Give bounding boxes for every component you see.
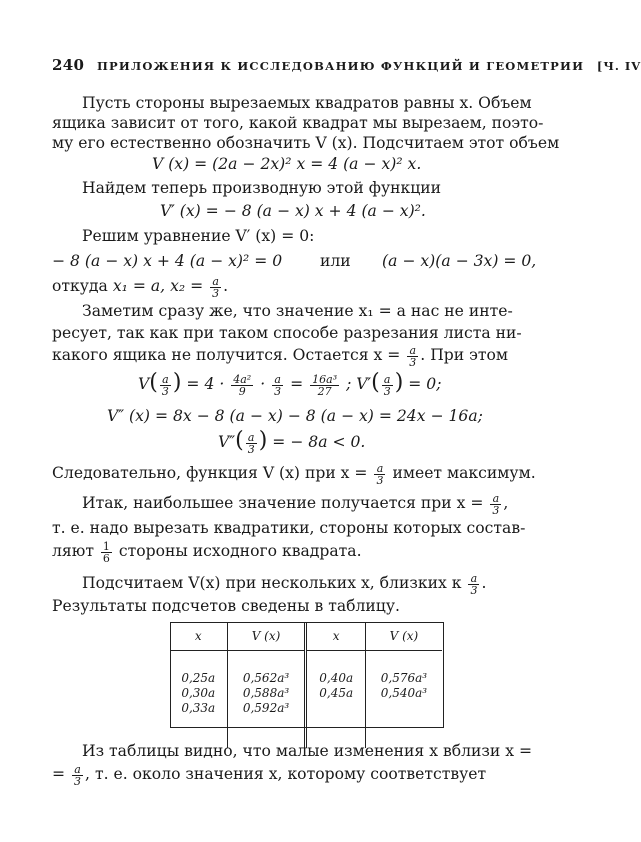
p1-line1: Пусть стороны вырезаемых квадратов равны x. Объем	[82, 94, 532, 112]
col-vx1: 0,562a³ 0,588a³ 0,592a³	[227, 651, 306, 749]
p7-line2: Результаты подсчетов сведены в таблицу.	[52, 597, 400, 615]
header-title: ПРИЛОЖЕНИЯ К ИССЛЕДОВАНИЮ ФУНКЦИЙ И ГЕОМЕТРИИ	[96, 59, 585, 73]
th-x2: x	[306, 622, 365, 651]
p6-line3: ляют $\frac{1}{6}$ стороны исходного квадрата.	[52, 539, 362, 565]
running-header	[52, 56, 641, 74]
p1-line2: ящика зависит от того, какой квадрат мы вырезаем, поэто-	[52, 114, 544, 132]
p8-line2: = $\frac{a}{3}$ , т. е. около значения x, которому соответствует	[52, 762, 487, 788]
p7-line1: Подсчитаем V(x) при нескольких x, близких к $\frac{a}{3}$ .	[82, 571, 487, 597]
p2-text: Найдем теперь производную этой функции	[82, 179, 442, 197]
p1-line3: му его естественно обозначить V (x). Подсчитаем этот объем	[52, 134, 560, 152]
equation-solve-left: − 8 (a − x) x + 4 (a − x)² = 0	[52, 252, 283, 270]
p6-line1: Итак, наибольшее значение получается при x = $\frac{a}{3}$ ,	[82, 491, 509, 517]
p4-line3: какого ящика не получится. Остается x = $\frac{a}{3}$ . При этом	[52, 343, 509, 369]
p6-line2: т. е. надо вырезать квадратики, стороны которых состав-	[52, 519, 526, 537]
root-x2: x₂ =	[170, 277, 204, 295]
table-row	[170, 651, 442, 749]
fraction-a-over-3: $\frac{a}{3}$	[212, 274, 220, 300]
header-chapter: [Ч. IV	[596, 59, 641, 73]
equation-solve-or: или	[320, 252, 351, 270]
equation-second-derivative: V″ (x) = 8x − 8 (a − x) − 8 (a − x) = 24x − 16a;	[107, 407, 483, 425]
fraction-a-over-3: $\frac{a}{3}$	[409, 343, 417, 369]
results-table	[170, 622, 442, 748]
col-x1: 0,25a 0,30a 0,33a	[170, 651, 227, 749]
p4-line2: ресует, так как при таком способе разрезания листа ни-	[52, 324, 522, 342]
equation-second-derivative-value: V″( $\frac{a}{3}$ ) = − 8a < 0.	[218, 428, 366, 456]
p4-line1: Заметим сразу же, что значение x₁ = a нас не инте-	[82, 302, 513, 320]
equation-derivative: V′ (x) = − 8 (a − x) x + 4 (a − x)².	[160, 202, 426, 220]
equation-solve-right: (a − x)(a − 3x) = 0,	[382, 252, 537, 270]
p5-line: Следовательно, функция V (x) при x = $\frac{a}{3}$ имеет максимум.	[52, 461, 536, 487]
roots-line: откуда x₁ = a, x₂ = $\frac{a}{3}$ .	[52, 274, 229, 300]
equation-values-at-critical: V( $\frac{a}{3}$ ) = 4 · $\frac{\text{4a²}}{9}$ · $\frac{a}{3}$ = $\frac{\text{16a³}}{27}$ ; V′( $\frac{a}{3}$ ) = 0;	[138, 370, 442, 398]
p3-text: Решим уравнение V′ (x) = 0:	[82, 227, 315, 245]
th-vx1: V (x)	[227, 622, 306, 651]
col-x2: 0,40a 0,45a	[306, 651, 365, 749]
table-header-row	[170, 622, 442, 651]
equation-volume: V (x) = (2a − 2x)² x = 4 (a − x)² x.	[152, 155, 422, 173]
th-x1: x	[170, 622, 227, 651]
root-x1: x₁ = a,	[112, 277, 166, 295]
page-number: 240	[52, 56, 85, 74]
th-vx2: V (x)	[365, 622, 442, 651]
col-vx2: 0,576a³ 0,540a³	[380, 671, 428, 700]
p8-line1: Из таблицы видно, что малые изменения x вблизи x =	[82, 742, 533, 760]
roots-prefix: откуда	[52, 277, 108, 295]
